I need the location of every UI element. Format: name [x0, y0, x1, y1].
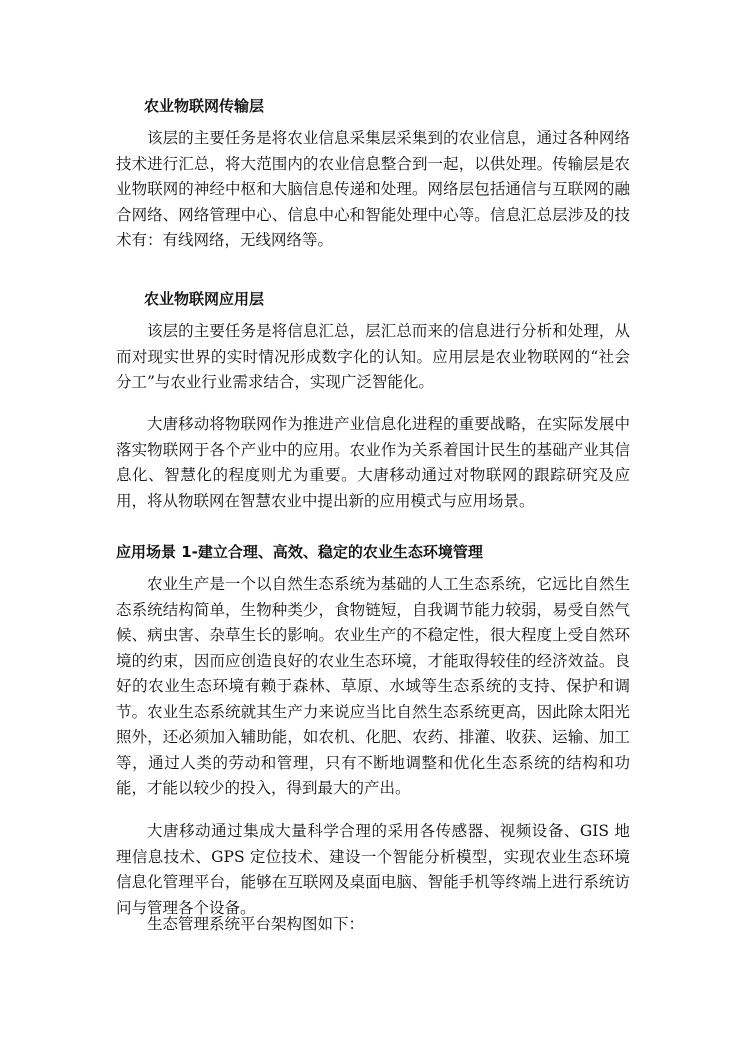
paragraph-architecture-intro: 生态管理系统平台架构图如下：: [147, 915, 365, 933]
paragraph-datang-platform: 大唐移动通过集成大量科学合理的采用各传感器、视频设备、GIS 地理信息技术、GPS 定位技术、建设一个智能分析模型，实现农业生态环境信息化管理平台，能够在互联网及桌面电脑、智能手机等终端上进行系统访问与管理各个设备。: [116, 822, 630, 917]
paragraph-datang-strategy: 大唐移动将物联网作为推进产业信息化进程的重要战略，在实际发展中落实物联网于各个产业中的应用。农业作为关系着国计民生的基础产业其信息化、智慧化的程度则尤为重要。大唐移动通过对物联网的跟踪研究及应用，将从物联网在智慧农业中提出新的应用模式与应用场景。: [116, 415, 630, 510]
paragraph-agri-ecosystem: 农业生产是一个以自然生态系统为基础的人工生态系统，它远比自然生态系统结构简单，生物种类少，食物链短，自我调节能力较弱，易受自然气候、病虫害、杂草生长的影响。农业生产的不稳定性，很大程度上受自然环境的约束，因而应创造良好的农业生态环境，才能取得较佳的经济效益。良好的农业生态环境有赖于森林、草原、水域等生态系统的支持、保护和调节。农业生态系统就其生产力来说应当比自然生态系统更高，因此除太阳光照外，还必须加入辅助能，如农机、化肥、农药、排灌、收获、运输、加工等，通过人类的劳动和管理，只有不断地调整和优化生态系统的结构和功能，才能以较少的投入，得到最大的产出。: [116, 575, 630, 797]
section-heading-application-layer: 农业物联网应用层: [144, 290, 265, 308]
section-heading-transport-layer: 农业物联网传输层: [144, 97, 265, 115]
paragraph-application-layer: 该层的主要任务是将信息汇总，层汇总而来的信息进行分析和处理，从而对现实世界的实时情况形成数字化的认知。应用层是农业物联网的“社会分工”与农业行业需求结合，实现广泛智能化。: [116, 322, 630, 391]
paragraph-transport-layer: 该层的主要任务是将农业信息采集层采集到的农业信息，通过各种网络技术进行汇总，将大范围内的农业信息整合到一起，以供处理。传输层是农业物联网的神经中枢和大脑信息传递和处理。网络层包括通信与互联网的融合网络、网络管理中心、信息中心和智能处理中心等。信息汇总层涉及的技术有：有线网络，无线网络等。: [116, 129, 630, 249]
section-heading-scenario-1: 应用场景 1-建立合理、高效、稳定的农业生态环境管理: [116, 543, 483, 561]
